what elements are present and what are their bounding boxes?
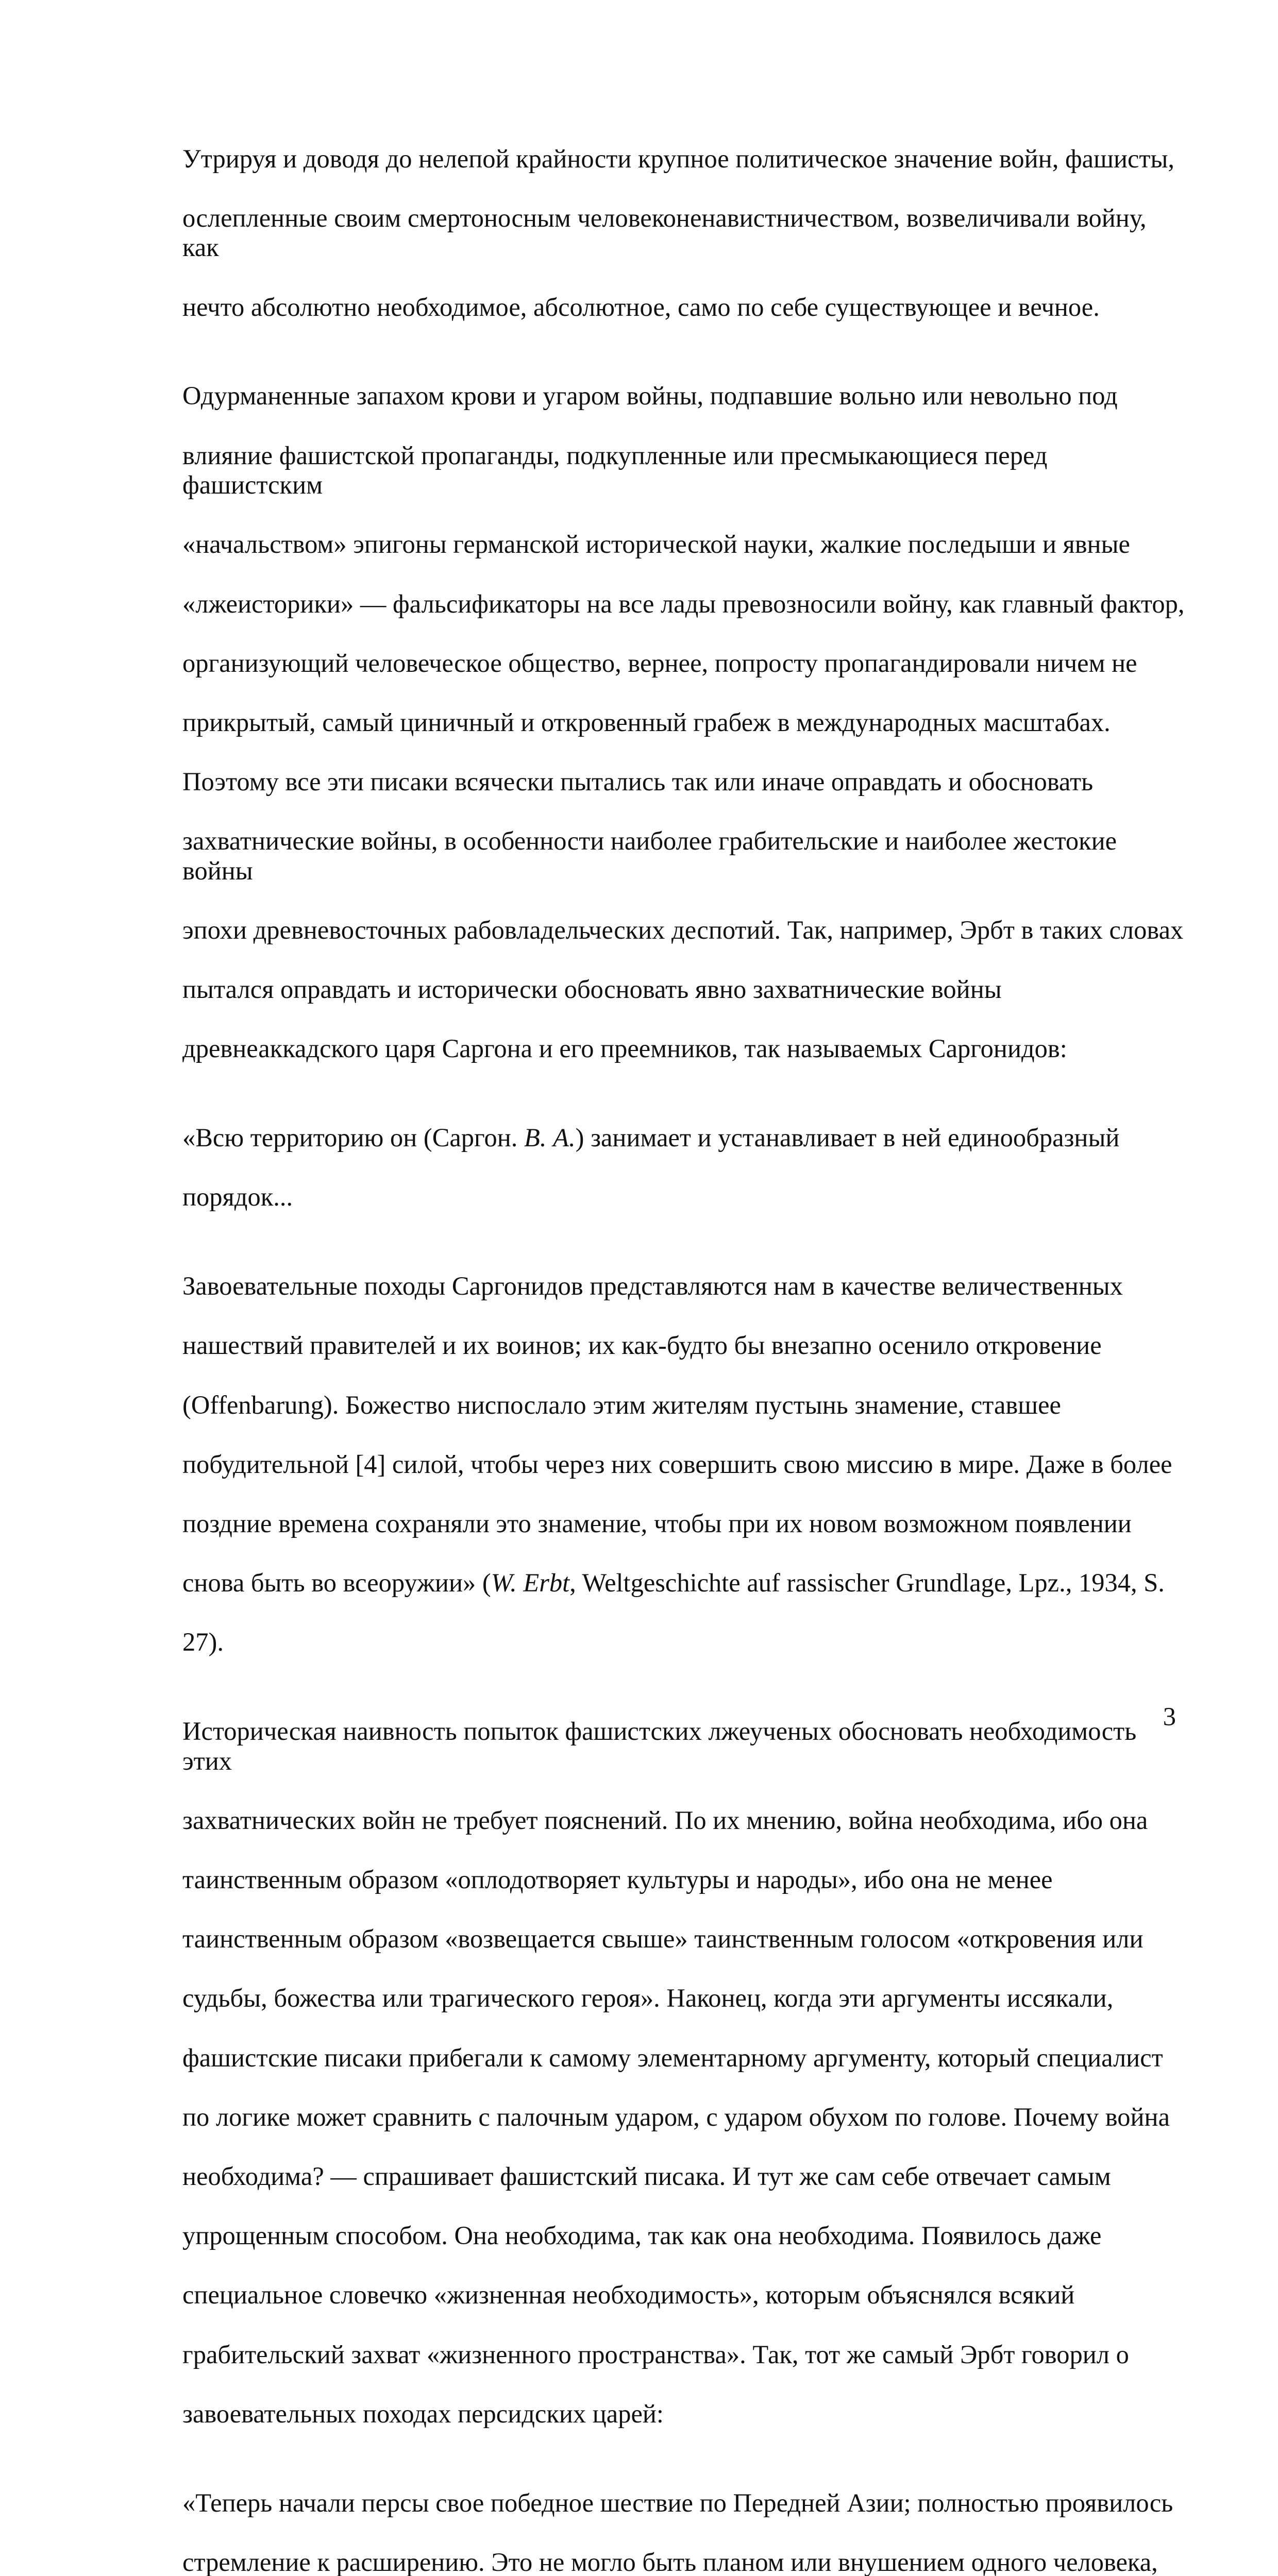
paragraph-1: [182, 114, 1187, 322]
text-line: упрощенным способом. Она необходима, так как она необходима. Появилось даже: [182, 2221, 1102, 2250]
text-line: влияние фашистской пропаганды, подкупленные или пресмыкающиеся перед фашистским: [182, 440, 1048, 500]
text-line: пытался оправдать и исторически обосновать явно захватнические войны: [182, 975, 1002, 1004]
text-line: захватнические войны, в особенности наиболее грабительские и наиболее жестокие войны: [182, 826, 1117, 885]
text-line: организующий человеческое общество, вернее, попросту пропагандировали ничем не: [182, 648, 1137, 677]
text-line: Историческая наивность попыток фашистских лжеученых обосновать необходимость этих: [182, 1717, 1137, 1775]
text-line: (Offenbarung). Божество ниспослало этим жителям пустынь знамение, ставшее: [182, 1390, 1061, 1419]
page-number: 3: [1163, 1702, 1176, 1731]
paragraph-2: [182, 352, 1187, 1064]
italic-initials: В. А.: [524, 1123, 576, 1153]
text-line: Утрируя и доводя до нелепой крайности крупное политическое значение войн, фашисты,: [182, 144, 1175, 173]
quote-paragraph-2: [182, 1242, 1187, 1657]
text-line: древнеаккадского царя Саргона и его преемников, так называемых Саргонидов:: [182, 1034, 1067, 1063]
text-line: поздние времена сохраняли это знамение, чтобы при их новом возможном появлении: [182, 1509, 1132, 1538]
document-body: [182, 114, 1187, 2576]
text-line: «начальством» эпигоны германской исторической науки, жалкие последыши и явные: [182, 530, 1130, 559]
text-segment: снова быть во всеоружии» (: [182, 1568, 491, 1598]
text-line: эпохи древневосточных рабовладельческих деспотий. Так, например, Эрбт в таких словах: [182, 916, 1184, 945]
text-line: захватнических войн не требует пояснений. По их мнению, война необходима, ибо она: [182, 1805, 1148, 1835]
text-line: по логике может сравнить с палочным ударом, с ударом обухом по голове. Почему война: [182, 2102, 1170, 2131]
quote-paragraph-3: [182, 2459, 1187, 2576]
text-line: грабительский захват «жизненного пространства». Так, тот же самый Эрбт говорил о: [182, 2340, 1129, 2369]
text-line: порядок...: [182, 1182, 293, 1212]
text-segment: , Weltgeschichte auf rassischer Grundlage, Lpz., 1934, S.: [569, 1568, 1165, 1598]
text-line: побудительной [4] силой, чтобы через них совершить свою миссию в мире. Даже в более: [182, 1449, 1172, 1479]
text-line: «Теперь начали персы свое победное шествие по Передней Азии; полностью проявилось: [182, 2488, 1173, 2517]
text-line: специальное словечко «жизненная необходимость», которым объяснялся всякий: [182, 2280, 1075, 2310]
italic-author: W. Erbt: [491, 1568, 570, 1598]
text-line: судьбы, божества или трагического героя». Наконец, когда эти аргументы иссякали,: [182, 1984, 1114, 2013]
paragraph-3: [182, 1687, 1187, 2429]
text-line: Завоевательные походы Саргонидов представляются нам в качестве величественных: [182, 1272, 1123, 1301]
text-line: таинственным образом «возвещается свыше» таинственным голосом «откровения или: [182, 1924, 1144, 1954]
quote-paragraph-1: [182, 1094, 1187, 1212]
text-line: таинственным образом «оплодотворяет культуры и народы», ибо она не менее: [182, 1865, 1053, 1894]
text-segment: «Всю территорию он (Саргон.: [182, 1123, 525, 1153]
text-line: нашествий правителей и их воинов; их как-будто бы внезапно осенило откровение: [182, 1331, 1102, 1360]
text-line: 27).: [182, 1628, 224, 1657]
text-line: прикрытый, самый циничный и откровенный грабеж в международных масштабах.: [182, 707, 1111, 737]
text-line: Поэтому все эти писаки всячески пытались так или иначе оправдать и обосновать: [182, 767, 1094, 796]
text-line: ослепленные своим смертоносным человеконенавистничеством, возвеличивали войну, как: [182, 203, 1147, 262]
text-line: «лжеисторики» — фальсификаторы на все лады превозносили войну, как главный фактор,: [182, 589, 1185, 618]
text-line: стремление к расширению. Это не могло быть планом или внушением одного человека,: [182, 2547, 1158, 2576]
text-line: завоевательных походах персидских царей:: [182, 2399, 664, 2428]
text-line: нечто абсолютно необходимое, абсолютное, само по себе существующее и вечное.: [182, 292, 1100, 321]
text-line: необходима? — спрашивает фашистский писака. И тут же сам себе отвечает самым: [182, 2161, 1111, 2191]
text-line: Одурманенные запахом крови и угаром войны, подпавшие вольно или невольно под: [182, 381, 1118, 411]
text-segment: ) занимает и устанавливает в ней единообразный: [575, 1123, 1120, 1153]
text-line: фашистские писаки прибегали к самому элементарному аргументу, который специалист: [182, 2043, 1163, 2072]
